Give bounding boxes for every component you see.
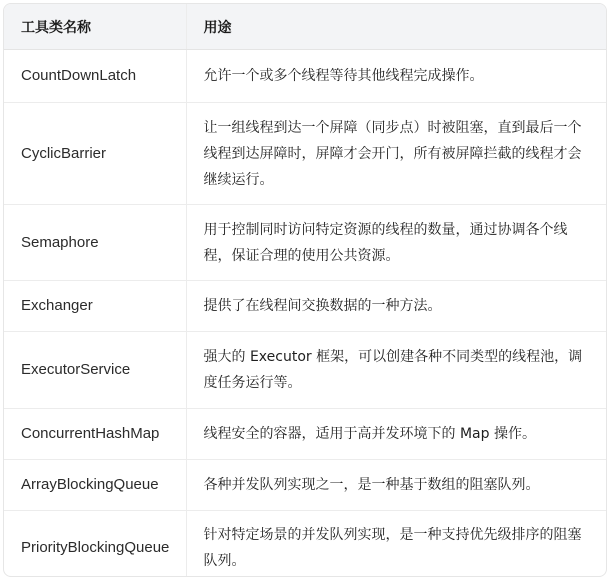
usage-cell: 允许一个或多个线程等待其他线程完成操作。 [186, 50, 606, 103]
table-row [4, 281, 606, 332]
table-row [4, 460, 606, 511]
usage-cell: 线程安全的容器，适用于高并发环境下的 Map 操作。 [186, 409, 606, 460]
table-row [4, 50, 606, 103]
usage-cell: 各种并发队列实现之一，是一种基于数组的阻塞队列。 [186, 460, 606, 511]
tool-name-cell: PriorityBlockingQueue [21, 539, 170, 556]
usage-cell: 针对特定场景的并发队列实现，是一种支持优先级排序的阻塞队列。 [186, 511, 606, 578]
tool-name-cell: Exchanger [4, 281, 186, 332]
tool-class-table [3, 3, 607, 577]
table-row [4, 511, 606, 578]
usage-cell: 让一组线程到达一个屏障（同步点）时被阻塞，直到最后一个线程到达屏障时，屏障才会开门，所有被屏障拦截的线程才会继续运行。 [186, 103, 606, 205]
tool-name-cell: ArrayBlockingQueue [4, 460, 186, 511]
table-header-row [4, 4, 606, 50]
table-row [4, 103, 606, 205]
header-tool-name: 工具类名称 [4, 4, 186, 50]
table [4, 4, 606, 577]
usage-cell: 提供了在线程间交换数据的一种方法。 [186, 281, 606, 332]
tool-name-cell: CyclicBarrier [4, 103, 186, 205]
usage-cell: 用于控制同时访问特定资源的线程的数量，通过协调各个线程，保证合理的使用公共资源。 [186, 205, 606, 281]
table-row [4, 409, 606, 460]
tool-name-cell: CountDownLatch [4, 50, 186, 103]
tool-name-cell: ConcurrentHashMap [4, 409, 186, 460]
tool-name-cell: Semaphore [4, 205, 186, 281]
usage-cell: 强大的 Executor 框架，可以创建各种不同类型的线程池，调度任务运行等。 [186, 332, 606, 409]
table-row [4, 205, 606, 281]
header-usage: 用途 [186, 4, 606, 50]
table-row [4, 332, 606, 409]
tool-name-cell: ExecutorService [4, 332, 186, 409]
